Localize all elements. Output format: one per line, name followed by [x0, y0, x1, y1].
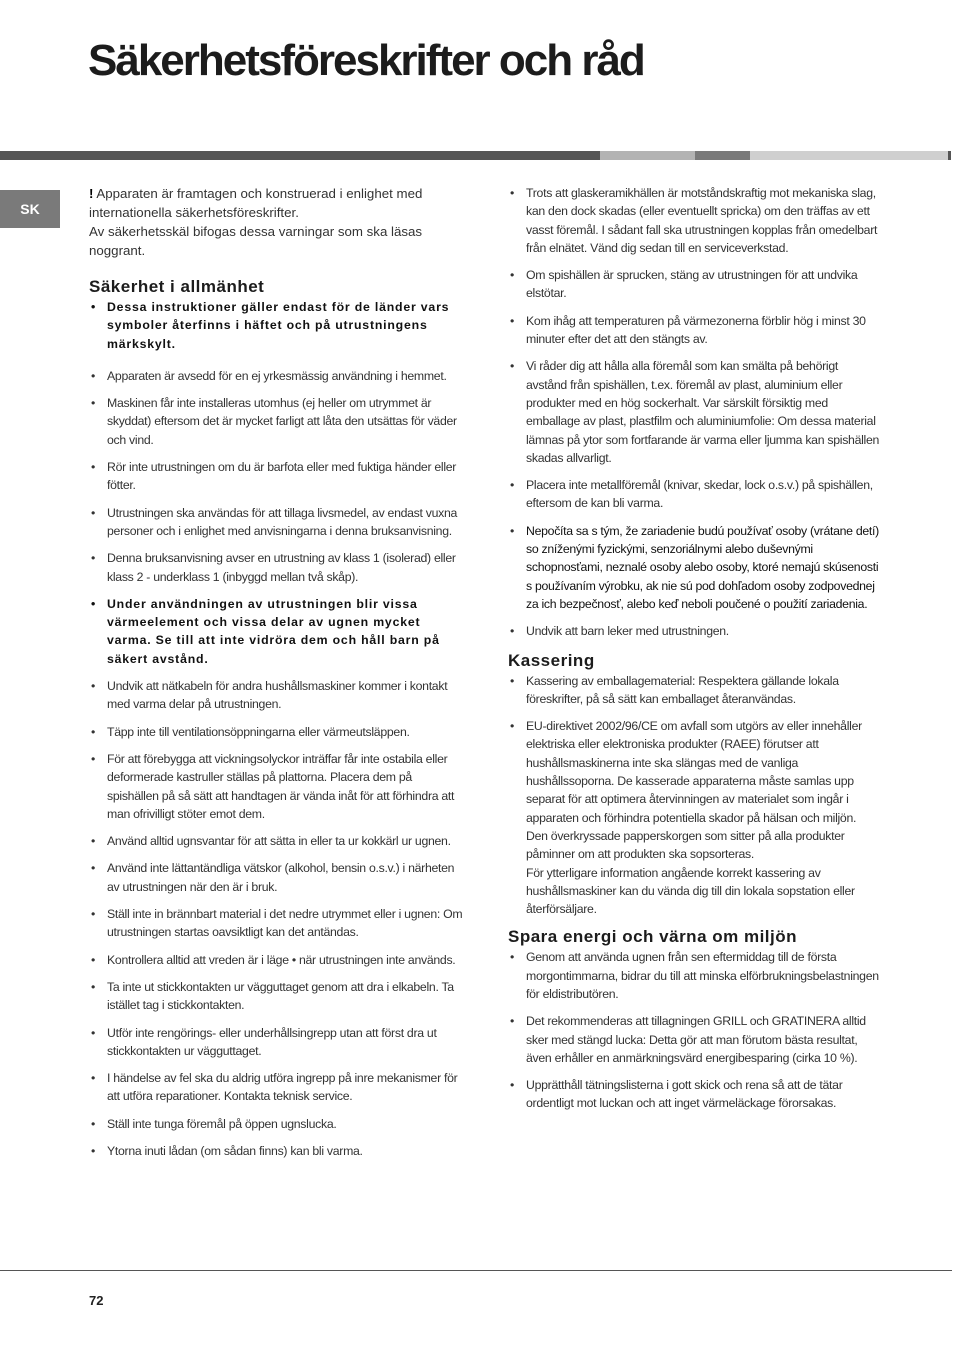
list-item: • Under användningen av utrustningen blir vissa värmeelement och vissa delar av ugnen mycket varma. Se till att inte vidröra dem och håll barn på säkert avstånd.	[89, 595, 465, 668]
list-item: • Undvik att nätkabeln för andra hushållsmaskiner kommer i kontakt med varma delar på utrustningen.	[89, 677, 465, 714]
list-item: • Täpp inte till ventilationsöppningarna eller värmeutsläppen.	[89, 723, 465, 741]
section-heading-energy: Spara energi och värna om miljön	[508, 927, 798, 947]
list-item: • Rör inte utrustningen om du är barfota eller med fuktiga händer eller fötter.	[89, 458, 465, 495]
list-item: • Använd alltid ugnsvantar för att sätta in eller ta ur kokkärl ur ugnen.	[89, 832, 465, 850]
list-item: • Undvik att barn leker med utrustningen.	[508, 622, 880, 640]
list-item: • Upprätthåll tätningslisterna i gott skick och rena så att de tätar ordentligt mot luckan och att inget värmeläckage förorsakas.	[508, 1076, 880, 1113]
list-item: • I händelse av fel ska du aldrig utföra ingrepp på inre mekanismer för att utföra reparationer. Kontakta teknisk service.	[89, 1069, 465, 1106]
list-item: • EU-direktivet 2002/96/CE om avfall som utgörs av eller innehåller elektriska eller elektroniska produkter (RAEE) förutser att hushållsmaskinerna inte ska slängas med de vanliga hushållssoporna. De kasserade apparaterna måste samlas upp separat för att optimera återvinningen av materialet som ingår i apparaten och förhindra potentiella skador på hälsan och miljön. Den överkryssade papperskorgen som sitter på alla produkter påminner om att produkten ska sopsorteras.	[508, 717, 880, 863]
language-tab: SK	[0, 190, 60, 228]
list-item: • Ytorna inuti lådan (om sådan finns) kan bli varma.	[89, 1142, 465, 1160]
header-band-light	[600, 151, 695, 160]
warning-mark: !	[89, 186, 94, 201]
list-item: • Denna bruksanvisning avser en utrustning av klass 1 (isolerad) eller klass 2 - underklass 1 (inbyggd mellan två skåp).	[89, 549, 465, 586]
left-column	[89, 184, 465, 1169]
list-item: • Genom att använda ugnen från sen eftermiddag till de första morgontimmarna, bidrar du till att minska elförbrukningsbelastningen för eldistributören.	[508, 948, 880, 1003]
list-item: • Ställ inte tunga föremål på öppen ugnslucka.	[89, 1115, 465, 1133]
general-list	[89, 298, 465, 1160]
header-band-end	[948, 151, 951, 160]
list-item: • Apparaten är avsedd för en ej yrkesmässig användning i hemmet.	[89, 367, 465, 385]
general-list-continued	[508, 184, 880, 641]
list-item: • Trots att glaskeramikhällen är motståndskraftig mot mekaniska slag, kan den dock skadas (eller eventuellt spricka) om den träffas av ett vasst föremål. I sådant fall ska utrustningen kopplas från omedelbart från elnätet. Vänd dig sedan till en serviceverkstad.	[508, 184, 880, 257]
page-number: 72	[89, 1293, 104, 1308]
page-title: Säkerhetsföreskrifter och råd	[88, 36, 644, 85]
intro-paragraph-2: Av säkerhetsskäl bifogas dessa varningar som ska läsas noggrant.	[89, 224, 423, 258]
footer-rule	[0, 1270, 952, 1271]
list-item: • Nepočíta sa s tým, že zariadenie budú používať osoby (vrátane detí) so zníženými fyzickými, senzoriálnymi alebo duševnými schopnosťami, neznalé osoby alebo osoby, ktoré nemajú skúsenosti s používaním výrobku, ak nie sú pod dohľadom osoby zodpovednej za ich bezpečnosť, alebo keď neboli poučené o použití zariadenia.	[508, 522, 880, 613]
list-item: • Kom ihåg att temperaturen på värmezonerna förblir hög i minst 30 minuter efter det att den stängts av.	[508, 312, 880, 349]
list-item: • För att förebygga att vickningsolyckor inträffar får inte ostabila eller deformerade kastruller ställas på plattorna. Placera dem på spishällen på så sätt att handtagen är vända inåt för att förhindra att man ofrivilligt stöter emot dem.	[89, 750, 465, 823]
list-item: • Vi råder dig att hålla alla föremål som kan smälta på behörigt avstånd från spishällen, t.ex. föremål av plast, aluminium eller produkter med en hög sockerhalt. Var särskilt försiktig med emballage av plast, plastfilm och aluminiumfolie: Om dessa material lämnas på ytor som fortfarande är varma eller ljumma kan spishällen skadas allvarligt.	[508, 357, 880, 467]
list-item: • Ställ inte in brännbart material i det nedre utrymmet eller i ugnen: Om utrustningen startas oavsiktligt kan det antändas.	[89, 905, 465, 942]
disposal-list	[508, 672, 880, 864]
disposal-extra: För ytterligare information angående korrekt kassering av hushållsmaskiner kan du vända dig till din lokala sopstation eller återförsäljare.	[526, 865, 855, 917]
list-item: • Det rekommenderas att tillagningen GRILL och GRATINERA alltid sker med stängd lucka: Detta gör att man förutom bästa resultat, även erhåller en anmärkningsvärd energibesparing (cirka 10 %).	[508, 1012, 880, 1067]
section-heading-disposal: Kassering	[508, 650, 595, 670]
list-item: • Dessa instruktioner gäller endast för de länder vars symboler återfinns i häftet och på utrustningens märkskylt.	[89, 298, 465, 353]
energy-list	[508, 948, 880, 1112]
header-band-pale	[750, 151, 948, 160]
header-band-dark	[0, 151, 600, 160]
list-item: • Kontrollera alltid att vreden är i läge • när utrustningen inte används.	[89, 951, 465, 969]
list-item: • Placera inte metallföremål (knivar, skedar, lock o.s.v.) på spishällen, eftersom de kan bli varma.	[508, 476, 880, 513]
intro-paragraph: ! Apparaten är framtagen och konstruerad i enlighet med internationella säkerhetsföreskrifter.	[89, 186, 423, 220]
section-heading-general: Säkerhet i allmänhet	[89, 277, 265, 296]
list-item: • Maskinen får inte installeras utomhus (ej heller om utrymmet är skyddat) eftersom det är mycket farligt att låta den utsättas för väder och vind.	[89, 394, 465, 449]
list-item: • Använd inte lättantändliga vätskor (alkohol, bensin o.s.v.) i närheten av utrustningen när den är i bruk.	[89, 859, 465, 896]
list-item: • Om spishällen är sprucken, stäng av utrustningen för att undvika elstötar.	[508, 266, 880, 303]
header-band-mid	[695, 151, 750, 160]
right-column	[508, 184, 880, 1122]
list-item: • Utrustningen ska användas för att tillaga livsmedel, av endast vuxna personer och i enlighet med anvisningarna i denna bruksanvisning.	[89, 504, 465, 541]
list-item: • Kassering av emballagematerial: Respektera gällande lokala föreskrifter, på så sätt kan emballaget återanvändas.	[508, 672, 880, 709]
list-item: • Utför inte rengörings- eller underhållsingrepp utan att först dra ut stickkontakten ur vägguttaget.	[89, 1024, 465, 1061]
list-item: • Ta inte ut stickkontakten ur vägguttaget genom att dra i elkabeln. Ta istället tag i stickkontakten.	[89, 978, 465, 1015]
